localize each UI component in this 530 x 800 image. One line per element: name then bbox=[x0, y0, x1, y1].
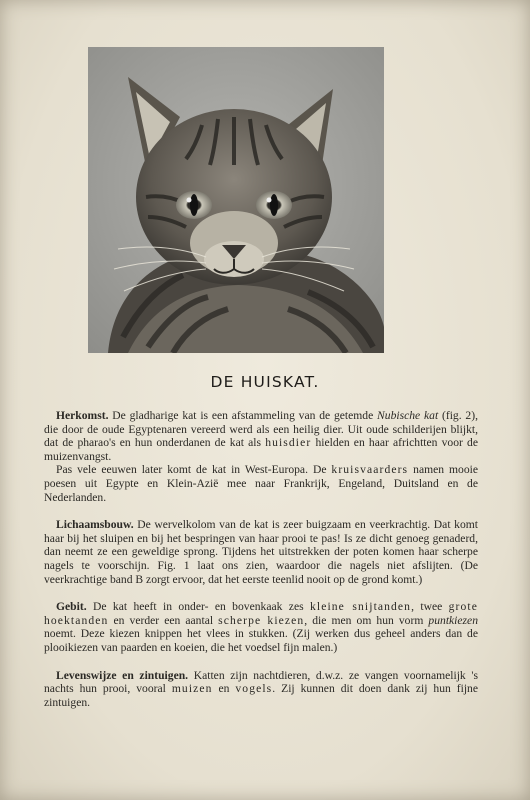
spaced-term: kleine snijtanden bbox=[310, 600, 412, 614]
section-levenswijze bbox=[44, 669, 478, 710]
section-heading: Levenswijze en zintuigen. bbox=[56, 668, 189, 682]
spaced-term: grote hoektanden bbox=[44, 600, 478, 627]
text: en verder een aantal bbox=[108, 613, 219, 627]
paragraph bbox=[44, 669, 478, 710]
section-heading: Herkomst. bbox=[56, 409, 109, 422]
spaced-term: scherpe kiezen bbox=[218, 613, 305, 627]
spaced-term: kruisvaarders bbox=[331, 463, 409, 477]
text: Katten zijn nachtdieren, d.w.z. ze vangen voornamelijk 's nachts hun prooi, vooral bbox=[44, 668, 478, 696]
text: De kat heeft in onder- en bovenkaak zes bbox=[86, 600, 310, 614]
page-title: DE HUISKAT. bbox=[210, 373, 320, 391]
section-herkomst bbox=[44, 409, 478, 504]
italic-term: Nubische kat bbox=[377, 409, 439, 422]
cat-photo bbox=[88, 47, 384, 353]
spaced-term: huisdier bbox=[265, 436, 312, 450]
text: hielden en haar africhtten voor de muizenvangst. bbox=[44, 436, 478, 463]
paragraph bbox=[44, 600, 478, 654]
section-gebit bbox=[44, 600, 478, 654]
text: , die men om hun vorm bbox=[304, 613, 429, 627]
spaced-term: vogels bbox=[235, 682, 273, 696]
section-lichaamsbouw bbox=[44, 518, 478, 586]
spaced-term: muizen bbox=[171, 682, 213, 696]
paragraph bbox=[44, 409, 478, 463]
tabby-cat-image bbox=[88, 47, 384, 353]
italic-term: puntkiezen bbox=[428, 613, 479, 627]
article-body bbox=[44, 409, 478, 723]
text: (fig. 2), die door de oude Egyptenaren vereerd werd als een heilig dier. Uit oude schilderijen blijkt, dat de pharao's en hun onderdanen de kat als bbox=[44, 409, 478, 450]
text: namen mooie poesen uit Egypte en Klein-Azië mee naar Frankrijk, Engeland, Duitsland en de Nederlanden. bbox=[44, 463, 478, 504]
text: Pas vele eeuwen later komt de kat in West-Europa. De bbox=[56, 463, 332, 477]
text: . Zij kunnen dit doen dank zij hun fijne zintuigen. bbox=[44, 682, 478, 709]
paragraph bbox=[44, 518, 478, 586]
text: , twee bbox=[411, 600, 449, 614]
text: De gladharige kat is een afstammeling van de getemde bbox=[108, 409, 378, 422]
paragraph bbox=[44, 463, 478, 504]
text: De wervelkolom van de kat is zeer buigzaam en veerkrachtig. Dat komt haar bij het sluipen en bij het bespringen van haar prooi te pas! Is ze dicht genoeg genaderd, dan neemt ze een geweldige sprong. Tijdens het uitstrekken der poten komen haar scherpe nagels te voorschijn. Fig. 1 laat ons zien, waardoor die nagels niet afslijten. (De veerkrachtige band B zorgt ervoor, dat het eerste teenlid nooit op de grond komt.) bbox=[44, 518, 478, 586]
section-heading: Lichaamsbouw. bbox=[56, 518, 134, 532]
text: en bbox=[212, 682, 236, 696]
text: noemt. Deze kiezen knippen het vlees in stukken. (Zij werken dus geheel anders dan de plooikiezen van paarden en koeien, die het voedsel fijn malen.) bbox=[44, 627, 478, 654]
section-heading: Gebit. bbox=[56, 600, 87, 614]
